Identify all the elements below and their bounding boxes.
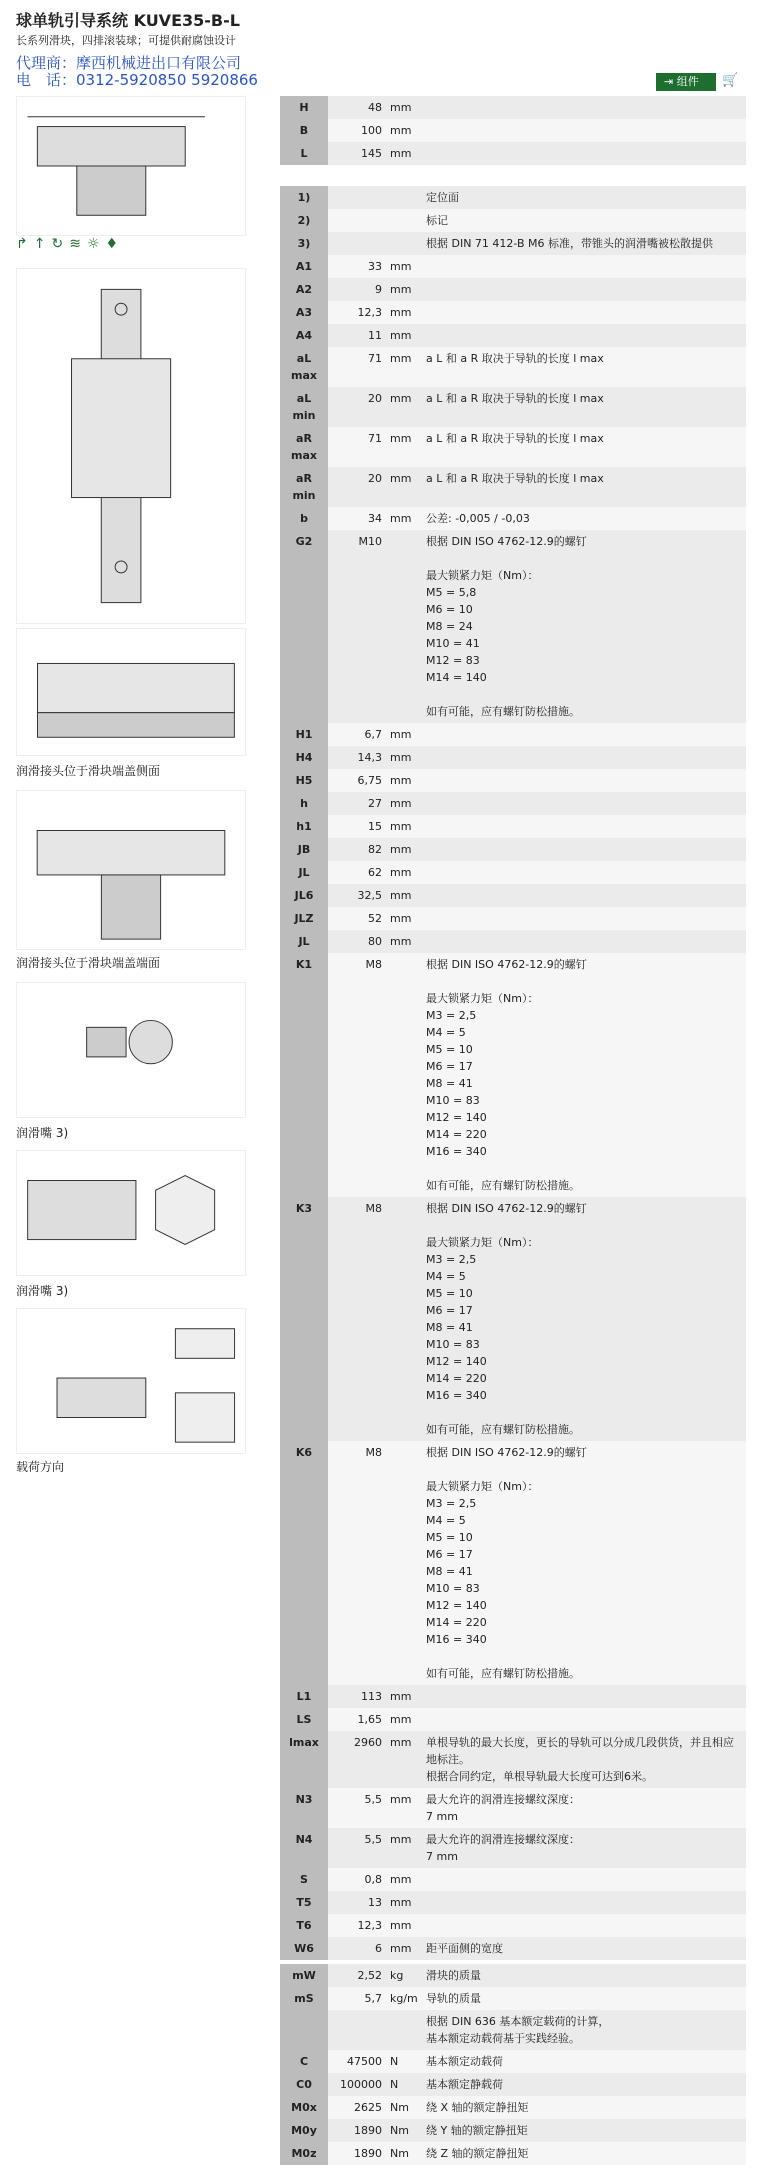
- param-description: [422, 861, 746, 884]
- param-description: 绕 Z 轴的额定静扭矩: [422, 2142, 746, 2165]
- table-row: [280, 324, 746, 347]
- param-description: [422, 142, 746, 165]
- param-unit: mm: [386, 815, 422, 838]
- param-description: [422, 324, 746, 347]
- param-description: 距平面侧的宽度: [422, 1937, 746, 1960]
- phone-line: 电 话：0312-5920850 5920866: [16, 71, 258, 89]
- param-unit: [386, 530, 422, 723]
- param-unit: N: [386, 2050, 422, 2073]
- param-unit: mm: [386, 1685, 422, 1708]
- table-row: [280, 1868, 746, 1891]
- param-value: 5,7: [328, 1987, 386, 2010]
- param-value: 6,7: [328, 723, 386, 746]
- param-description: [422, 792, 746, 815]
- page-title: 球单轨引导系统 KUVE35-B-L: [16, 11, 240, 30]
- param-symbol: N4: [280, 1828, 328, 1868]
- param-description: 基本额定动载荷: [422, 2050, 746, 2073]
- param-unit: mm: [386, 507, 422, 530]
- param-symbol: M0x: [280, 2096, 328, 2119]
- param-description: [422, 1708, 746, 1731]
- param-value: 5,5: [328, 1828, 386, 1868]
- param-unit: Nm: [386, 2119, 422, 2142]
- param-description: [422, 255, 746, 278]
- param-symbol: A1: [280, 255, 328, 278]
- param-symbol: JL: [280, 930, 328, 953]
- param-unit: Nm: [386, 2096, 422, 2119]
- table-row: [280, 2010, 746, 2050]
- param-symbol: H: [280, 96, 328, 119]
- table-row: [280, 209, 746, 232]
- param-description: [422, 907, 746, 930]
- cart-icon[interactable]: 🛒: [722, 73, 739, 88]
- table-row: [280, 746, 746, 769]
- param-description: [422, 1914, 746, 1937]
- param-unit: mm: [386, 930, 422, 953]
- param-value: 5,5: [328, 1788, 386, 1828]
- param-symbol: T5: [280, 1891, 328, 1914]
- arrow-icon: ↱: [16, 236, 28, 252]
- param-unit: mm: [386, 301, 422, 324]
- param-description: [422, 278, 746, 301]
- param-value: [328, 186, 386, 209]
- param-symbol: L1: [280, 1685, 328, 1708]
- table-row: [280, 467, 746, 507]
- param-unit: mm: [386, 907, 422, 930]
- param-description: a L 和 a R 取决于导轨的长度 l max: [422, 467, 746, 507]
- param-description: [422, 1685, 746, 1708]
- param-value: 100000: [328, 2073, 386, 2096]
- param-value: 1890: [328, 2142, 386, 2165]
- table-row: [280, 1937, 746, 1960]
- load-direction-drawing: [16, 1308, 246, 1454]
- param-description: [422, 1868, 746, 1891]
- param-description: 单根导轨的最大长度，更长的导轨可以分成几段供货，并且相应地标注。 根据合同约定，单根导轨最大长度可达到6米。: [422, 1731, 746, 1788]
- table-row: [280, 723, 746, 746]
- param-value: [328, 2010, 386, 2050]
- param-unit: mm: [386, 1731, 422, 1788]
- param-unit: mm: [386, 324, 422, 347]
- arrow-icon: ↑: [33, 236, 46, 252]
- param-value: 27: [328, 792, 386, 815]
- param-symbol: [280, 2010, 328, 2050]
- table-row: [280, 815, 746, 838]
- param-unit: [386, 2010, 422, 2050]
- param-unit: mm: [386, 387, 422, 427]
- table-row: [280, 1914, 746, 1937]
- table-row: [280, 1708, 746, 1731]
- param-value: 71: [328, 427, 386, 467]
- param-symbol: T6: [280, 1914, 328, 1937]
- param-symbol: W6: [280, 1937, 328, 1960]
- table-row: [280, 530, 746, 723]
- param-unit: Nm: [386, 2142, 422, 2165]
- rotate-icon: ↻: [51, 236, 64, 252]
- param-description: [422, 746, 746, 769]
- table-row: [280, 347, 746, 387]
- param-symbol: aR max: [280, 427, 328, 467]
- table-row: [280, 769, 746, 792]
- param-unit: mm: [386, 1891, 422, 1914]
- table-row: [280, 255, 746, 278]
- param-symbol: h: [280, 792, 328, 815]
- param-symbol: A4: [280, 324, 328, 347]
- caption: 润滑嘴 3): [16, 1126, 69, 1140]
- table-row: [280, 2119, 746, 2142]
- table-row: [280, 427, 746, 467]
- component-button[interactable]: ⇥ 组件: [656, 73, 716, 91]
- param-symbol: K1: [280, 953, 328, 1197]
- table-row: [280, 1731, 746, 1788]
- param-description: [422, 838, 746, 861]
- param-unit: [386, 209, 422, 232]
- table-row: [280, 278, 746, 301]
- param-description: 定位面: [422, 186, 746, 209]
- param-description: 标记: [422, 209, 746, 232]
- param-description: [422, 884, 746, 907]
- param-value: 2960: [328, 1731, 386, 1788]
- param-value: 62: [328, 861, 386, 884]
- param-symbol: aL min: [280, 387, 328, 427]
- param-symbol: mS: [280, 1987, 328, 2010]
- nipple-drawing: [16, 982, 246, 1118]
- param-description: [422, 815, 746, 838]
- param-symbol: LS: [280, 1708, 328, 1731]
- param-value: 9: [328, 278, 386, 301]
- table-row: [280, 907, 746, 930]
- param-description: 公差: -0,005 / -0,03: [422, 507, 746, 530]
- param-symbol: A2: [280, 278, 328, 301]
- param-unit: [386, 232, 422, 255]
- param-unit: mm: [386, 769, 422, 792]
- side-view-drawing: [16, 628, 246, 756]
- param-description: 基本额定静载荷: [422, 2073, 746, 2096]
- param-symbol: B: [280, 119, 328, 142]
- param-value: 82: [328, 838, 386, 861]
- table-row: [280, 2073, 746, 2096]
- param-value: 47500: [328, 2050, 386, 2073]
- param-symbol: aR min: [280, 467, 328, 507]
- param-value: 32,5: [328, 884, 386, 907]
- param-description: [422, 769, 746, 792]
- param-description: 根据 DIN ISO 4762-12.9的螺钉 最大锁紧力矩（Nm）： M5 = 5,8 M6 = 10 M8 = 24 M10 = 41 M12 = 83 M14 = 140 如有可能，应有螺钉防松措施。: [422, 530, 746, 723]
- table-row: [280, 387, 746, 427]
- param-value: 20: [328, 387, 386, 427]
- param-value: 6: [328, 1937, 386, 1960]
- param-description: a L 和 a R 取决于导轨的长度 l max: [422, 387, 746, 427]
- param-symbol: aL max: [280, 347, 328, 387]
- param-value: 11: [328, 324, 386, 347]
- table-row: [280, 507, 746, 530]
- table-row: [280, 861, 746, 884]
- param-symbol: M0z: [280, 2142, 328, 2165]
- param-symbol: G2: [280, 530, 328, 723]
- caption: 润滑接头位于滑块端盖侧面: [16, 764, 161, 778]
- end-view-drawing: [16, 790, 246, 950]
- param-description: 根据 DIN 71 412-B M6 标准，带锥头的润滑嘴被松散提供: [422, 232, 746, 255]
- table-row: [280, 186, 746, 209]
- param-symbol: C: [280, 2050, 328, 2073]
- param-value: 14,3: [328, 746, 386, 769]
- param-symbol: 2): [280, 209, 328, 232]
- table-row: [280, 930, 746, 953]
- param-unit: [386, 953, 422, 1197]
- param-unit: [386, 186, 422, 209]
- param-value: M8: [328, 1441, 386, 1685]
- param-symbol: H5: [280, 769, 328, 792]
- param-symbol: M0y: [280, 2119, 328, 2142]
- param-description: [422, 119, 746, 142]
- param-description: 根据 DIN ISO 4762-12.9的螺钉 最大锁紧力矩（Nm）： M3 = 2,5 M4 = 5 M5 = 10 M6 = 17 M8 = 41 M10 = 83 M12 = 140 M14 = 220 M16 = 340 如有可能，应有螺钉防松措施。: [422, 1197, 746, 1441]
- param-unit: mm: [386, 1828, 422, 1868]
- param-value: M10: [328, 530, 386, 723]
- caption: 润滑嘴 3): [16, 1284, 69, 1298]
- param-symbol: JLZ: [280, 907, 328, 930]
- param-symbol: b: [280, 507, 328, 530]
- table-row: [280, 884, 746, 907]
- param-unit: mm: [386, 746, 422, 769]
- param-symbol: A3: [280, 301, 328, 324]
- table-row: [280, 1441, 746, 1685]
- param-symbol: 1): [280, 186, 328, 209]
- param-unit: mm: [386, 838, 422, 861]
- param-symbol: lmax: [280, 1731, 328, 1788]
- param-symbol: JL: [280, 861, 328, 884]
- param-value: M8: [328, 953, 386, 1197]
- table-row: [280, 2142, 746, 2165]
- param-value: 12,3: [328, 301, 386, 324]
- param-description: 根据 DIN ISO 4762-12.9的螺钉 最大锁紧力矩（Nm）： M3 = 2,5 M4 = 5 M5 = 10 M6 = 17 M8 = 41 M10 = 83 M12 = 140 M14 = 220 M16 = 340 如有可能，应有螺钉防松措施。: [422, 953, 746, 1197]
- param-unit: mm: [386, 723, 422, 746]
- param-unit: [386, 1197, 422, 1441]
- param-description: 最大允许的润滑连接螺纹深度： 7 mm: [422, 1828, 746, 1868]
- param-description: 导轨的质量: [422, 1987, 746, 2010]
- param-value: 100: [328, 119, 386, 142]
- table-row: [280, 119, 746, 142]
- agent-line: 代理商：摩西机械进出口有限公司: [16, 54, 242, 72]
- sun-icon: ☼: [86, 236, 100, 252]
- dimension-table-detail: [280, 186, 746, 1960]
- param-unit: mm: [386, 96, 422, 119]
- dimension-table-main: [280, 96, 746, 165]
- param-description: [422, 96, 746, 119]
- table-row: [280, 1685, 746, 1708]
- param-description: 绕 Y 轴的额定静扭矩: [422, 2119, 746, 2142]
- param-value: 113: [328, 1685, 386, 1708]
- param-unit: mm: [386, 347, 422, 387]
- param-value: 2625: [328, 2096, 386, 2119]
- param-value: 15: [328, 815, 386, 838]
- param-value: 13: [328, 1891, 386, 1914]
- param-value: 80: [328, 930, 386, 953]
- param-value: 1,65: [328, 1708, 386, 1731]
- param-value: 20: [328, 467, 386, 507]
- param-unit: mm: [386, 255, 422, 278]
- param-unit: mm: [386, 278, 422, 301]
- param-description: [422, 301, 746, 324]
- param-value: [328, 232, 386, 255]
- table-row: [280, 1788, 746, 1828]
- param-description: [422, 1891, 746, 1914]
- table-row: [280, 96, 746, 119]
- param-symbol: L: [280, 142, 328, 165]
- feature-icons: [16, 236, 176, 258]
- param-value: [328, 209, 386, 232]
- table-row: [280, 2096, 746, 2119]
- param-value: 12,3: [328, 1914, 386, 1937]
- param-symbol: K6: [280, 1441, 328, 1685]
- param-unit: mm: [386, 861, 422, 884]
- table-row: [280, 142, 746, 165]
- caption: 润滑接头位于滑块端盖端面: [16, 956, 161, 970]
- param-unit: [386, 1441, 422, 1685]
- wave-icon: ≋: [69, 236, 81, 252]
- param-value: 48: [328, 96, 386, 119]
- param-symbol: mW: [280, 1964, 328, 1987]
- param-symbol: 3): [280, 232, 328, 255]
- param-symbol: C0: [280, 2073, 328, 2096]
- table-row: [280, 232, 746, 255]
- param-description: 绕 X 轴的额定静扭矩: [422, 2096, 746, 2119]
- param-unit: mm: [386, 467, 422, 507]
- param-unit: kg: [386, 1964, 422, 1987]
- cross-section-drawing: [16, 96, 246, 236]
- param-symbol: h1: [280, 815, 328, 838]
- param-unit: kg/m: [386, 1987, 422, 2010]
- param-value: 6,75: [328, 769, 386, 792]
- param-symbol: N3: [280, 1788, 328, 1828]
- param-description: [422, 930, 746, 953]
- param-unit: mm: [386, 884, 422, 907]
- nipple-detail-drawing: [16, 1150, 246, 1276]
- param-value: 33: [328, 255, 386, 278]
- param-unit: mm: [386, 1937, 422, 1960]
- param-unit: mm: [386, 119, 422, 142]
- subtitle: 长系列滑块，四排滚装球；可提供耐腐蚀设计: [16, 34, 236, 47]
- table-row: [280, 1891, 746, 1914]
- param-value: 34: [328, 507, 386, 530]
- param-value: 1890: [328, 2119, 386, 2142]
- param-description: 根据 DIN ISO 4762-12.9的螺钉 最大锁紧力矩（Nm）： M3 = 2,5 M4 = 5 M5 = 10 M6 = 17 M8 = 41 M10 = 83 M12 = 140 M14 = 220 M16 = 340 如有可能，应有螺钉防松措施。: [422, 1441, 746, 1685]
- drop-icon: ♦: [105, 236, 119, 252]
- param-unit: N: [386, 2073, 422, 2096]
- param-unit: mm: [386, 1868, 422, 1891]
- table-row: [280, 301, 746, 324]
- param-unit: mm: [386, 142, 422, 165]
- param-symbol: H1: [280, 723, 328, 746]
- param-description: a L 和 a R 取决于导轨的长度 l max: [422, 427, 746, 467]
- table-row: [280, 953, 746, 1197]
- param-description: 最大允许的润滑连接螺纹深度： 7 mm: [422, 1788, 746, 1828]
- caption: 载荷方向: [16, 1460, 65, 1474]
- param-unit: mm: [386, 1708, 422, 1731]
- param-unit: mm: [386, 792, 422, 815]
- param-value: 52: [328, 907, 386, 930]
- param-symbol: S: [280, 1868, 328, 1891]
- param-description: 滑块的质量: [422, 1964, 746, 1987]
- param-unit: mm: [386, 427, 422, 467]
- param-symbol: JB: [280, 838, 328, 861]
- param-description: [422, 723, 746, 746]
- table-row: [280, 2050, 746, 2073]
- param-description: 根据 DIN 636 基本额定载荷的计算， 基本额定动载荷基于实践经验。: [422, 2010, 746, 2050]
- table-row: [280, 1964, 746, 1987]
- table-row: [280, 1197, 746, 1441]
- param-value: 71: [328, 347, 386, 387]
- load-table: [280, 1964, 746, 2165]
- param-value: 0,8: [328, 1868, 386, 1891]
- login-icon: ⇥: [664, 75, 677, 88]
- table-row: [280, 792, 746, 815]
- param-description: a L 和 a R 取决于导轨的长度 l max: [422, 347, 746, 387]
- param-value: M8: [328, 1197, 386, 1441]
- top-view-drawing: [16, 268, 246, 624]
- param-symbol: H4: [280, 746, 328, 769]
- table-row: [280, 1987, 746, 2010]
- param-unit: mm: [386, 1914, 422, 1937]
- param-symbol: K3: [280, 1197, 328, 1441]
- param-value: 2,52: [328, 1964, 386, 1987]
- table-row: [280, 838, 746, 861]
- param-unit: mm: [386, 1788, 422, 1828]
- table-row: [280, 1828, 746, 1868]
- param-symbol: JL6: [280, 884, 328, 907]
- param-value: 145: [328, 142, 386, 165]
